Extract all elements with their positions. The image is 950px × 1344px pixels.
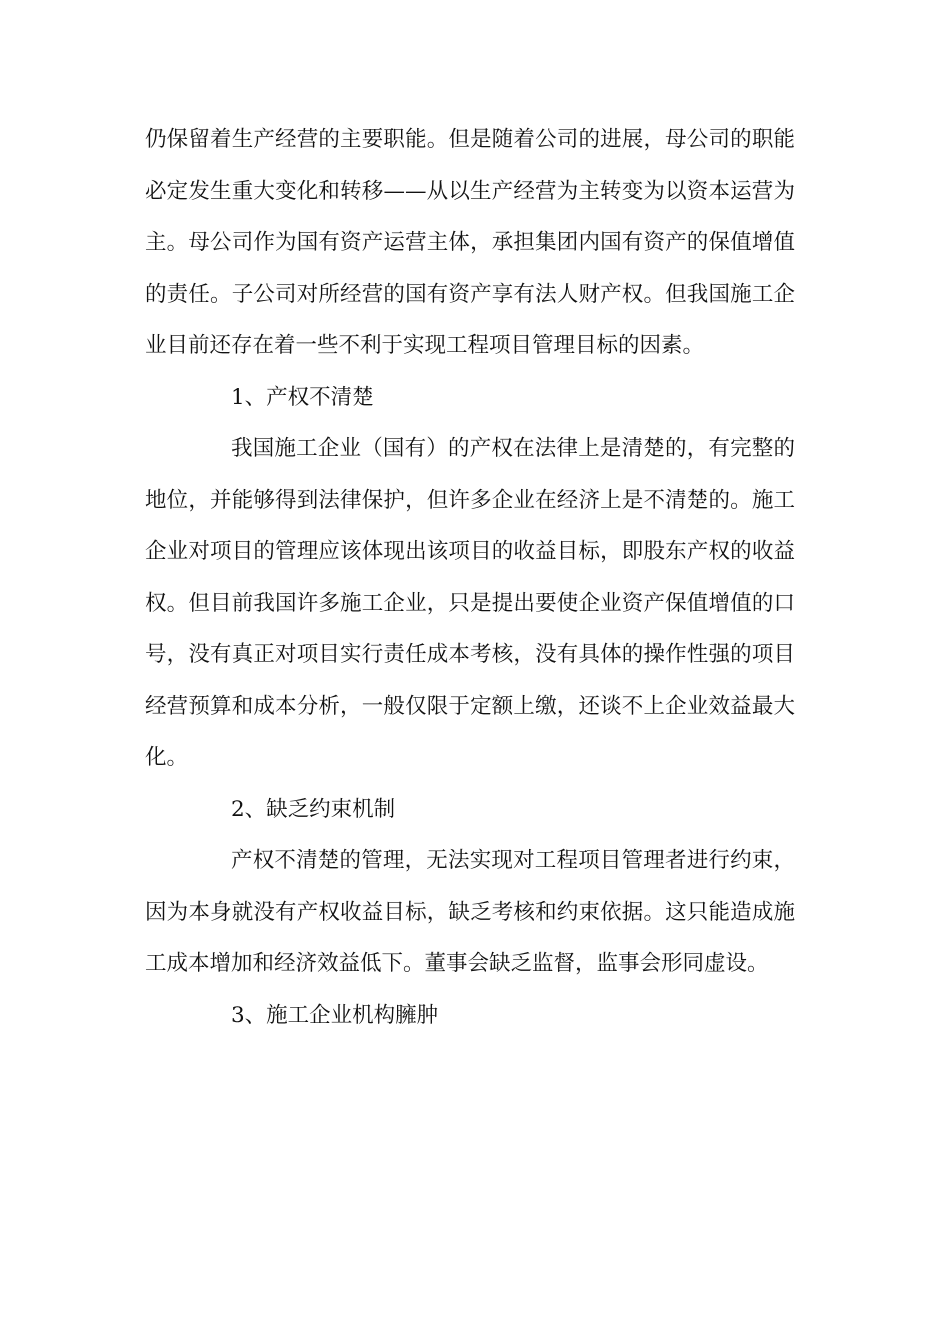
document-body bbox=[145, 114, 795, 1041]
section-paragraph-constraint-mechanism: 产权不清楚的管理，无法实现对工程项目管理者进行约束，因为本身就没有产权收益目标，缺乏考核和约束依据。这只能造成施工成本增加和经济效益低下。董事会缺乏监督，监事会形同虚设。 bbox=[145, 848, 795, 976]
section-heading-property-rights: 1、产权不清楚 bbox=[231, 384, 374, 410]
section-heading-bloated-organization: 3、施工企业机构臃肿 bbox=[231, 1002, 439, 1028]
section-paragraph-property-rights: 我国施工企业（国有）的产权在法律上是清楚的，有完整的地位，并能够得到法律保护，但许多企业在经济上是不清楚的。施工企业对项目的管理应该体现出该项目的收益目标，即股东产权的收益权。但目前我国许多施工企业，只是提出要使企业资产保值增值的口号，没有真正对项目实行责任成本考核，没有具体的操作性强的项目经营预算和成本分析，一般仅限于定额上缴，还谈不上企业效益最大化。 bbox=[145, 436, 795, 770]
intro-paragraph: 仍保留着生产经营的主要职能。但是随着公司的进展，母公司的职能必定发生重大变化和转移——从以生产经营为主转变为以资本运营为主。母公司作为国有资产运营主体，承担集团内国有资产的保值增值的责任。子公司对所经营的国有资产享有法人财产权。但我国施工企业目前还存在着一些不利于实现工程项目管理目标的因素。 bbox=[145, 127, 795, 358]
section-heading-constraint-mechanism: 2、缺乏约束机制 bbox=[231, 796, 396, 822]
